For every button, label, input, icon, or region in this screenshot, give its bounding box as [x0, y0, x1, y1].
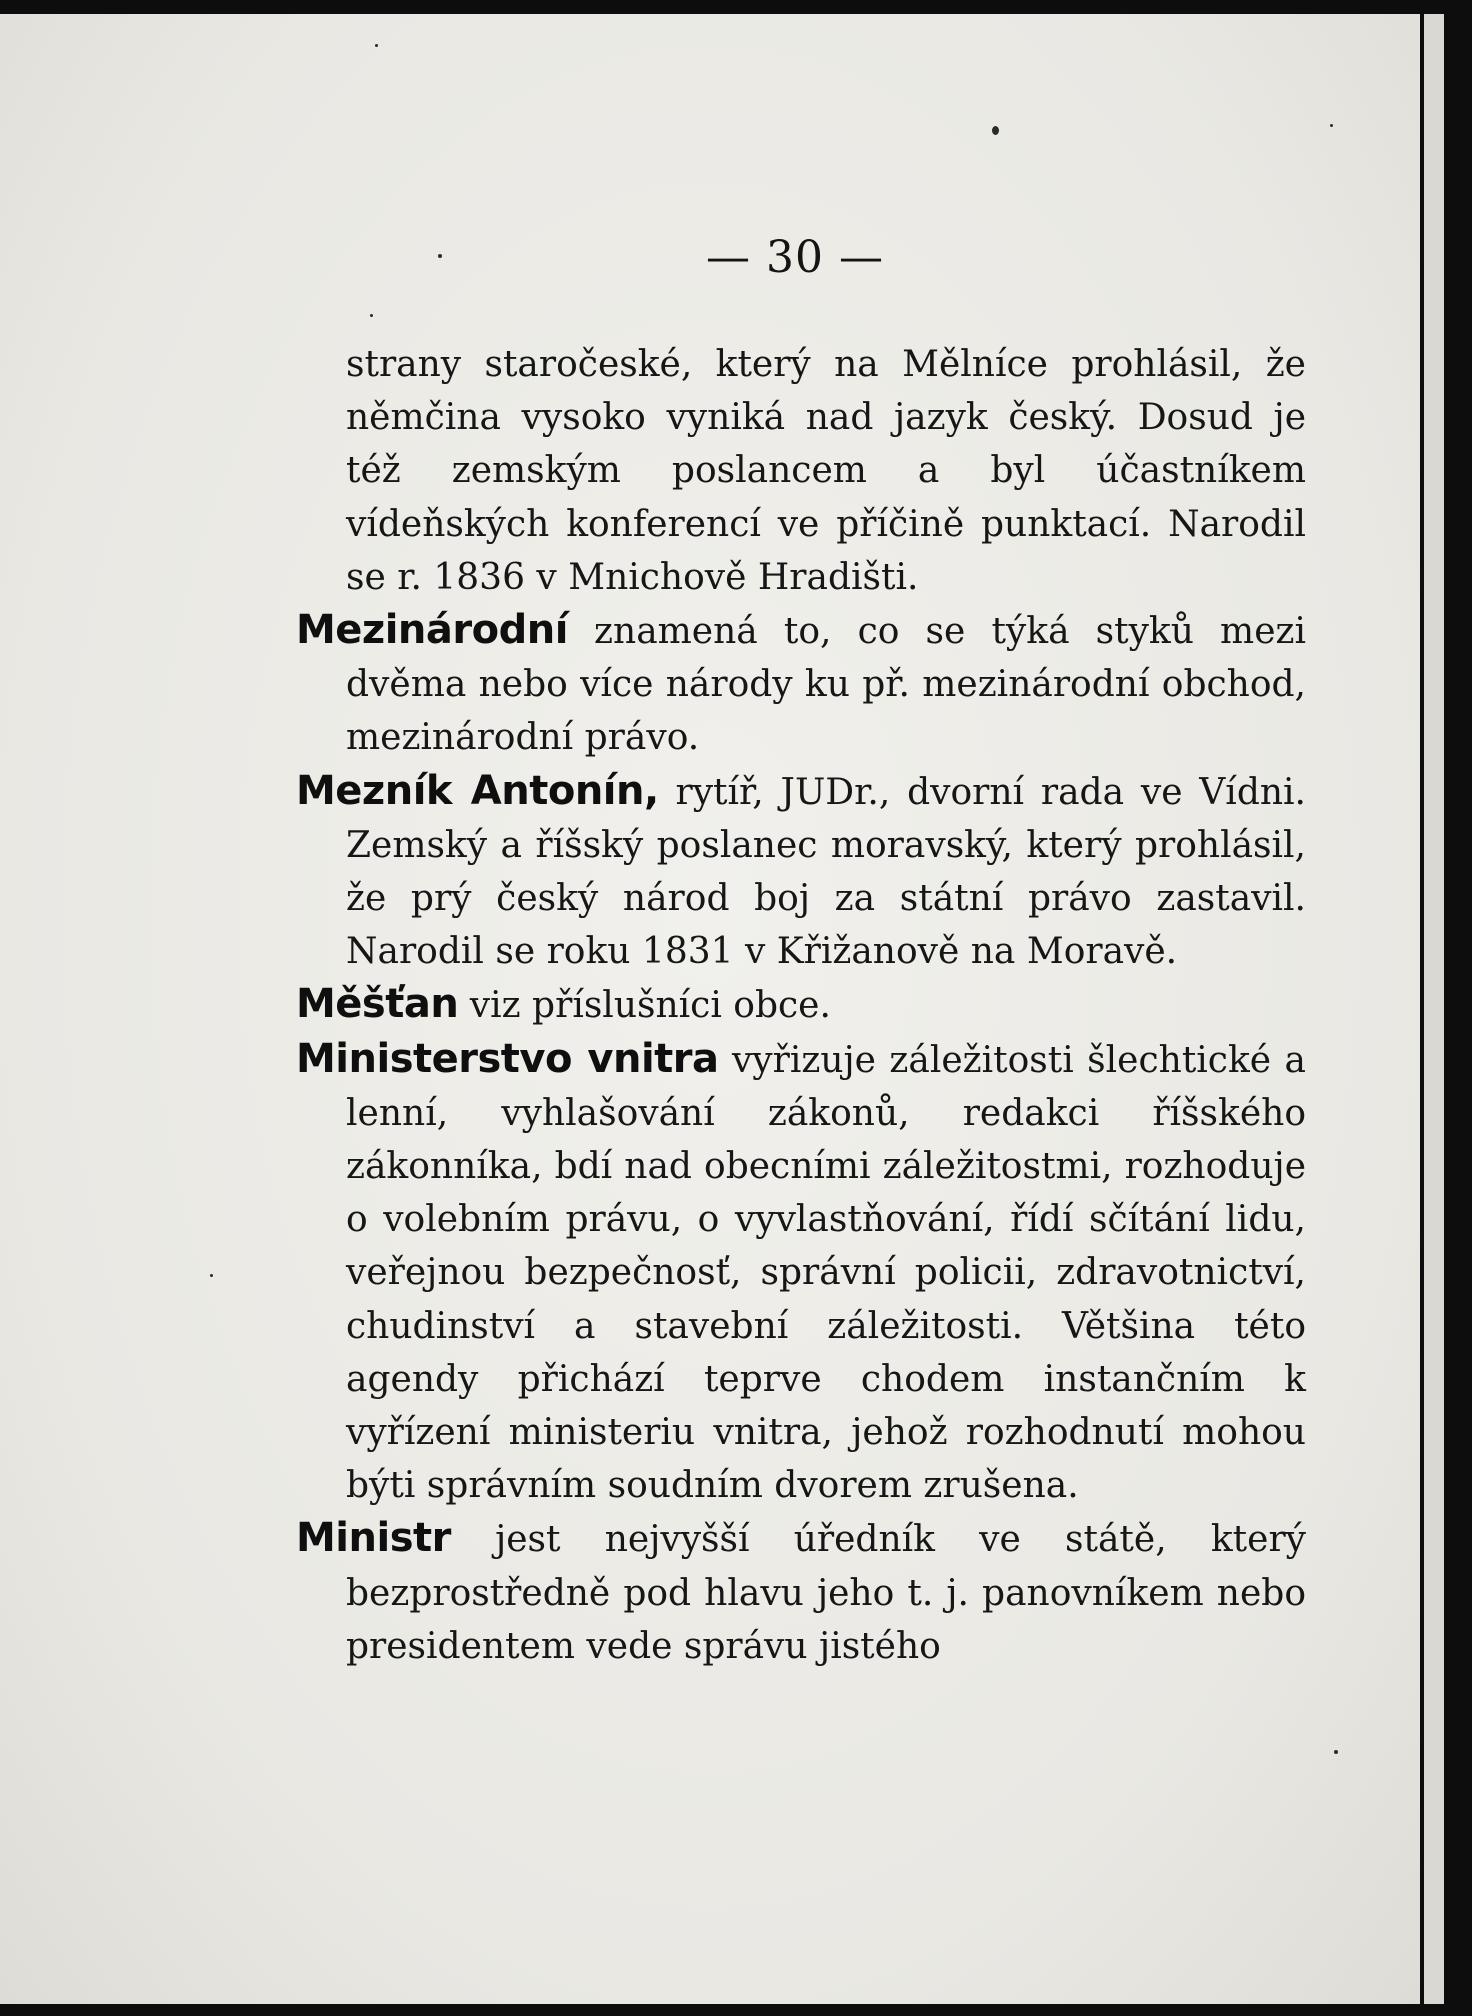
entry-term: Měšťan [296, 981, 459, 1028]
entry-body: vyřizuje záležitosti šlechtické a lenní, vyhlašování zákonů, redakci říšského zákonníka, bdí nad obecními záležitostmi, rozhoduje o volebním právu, o vyvlastňování, řídí sčítání lidu, veřejnou bezpečnosť, správní policii, zdravotnictví, chudinství a stavební záležitosti. Většina této agendy přichází teprve chodem instančním k vyřízení ministeriu vnitra, jehož rozhodnutí mohou býti správním soudním dvorem zrušena. [346, 1039, 1306, 1507]
ink-speck [370, 314, 373, 317]
ink-speck [1334, 1750, 1338, 1754]
page-edge [1424, 14, 1444, 2004]
entry-body: znamená to, co se týká styků mezi dvěma nebo více národy ku př. mezinárodní obchod, mezinárodní právo. [346, 611, 1306, 759]
ink-speck [1330, 124, 1333, 127]
entry-meznik-antonin [296, 765, 1306, 979]
entry-mestan [296, 978, 1306, 1032]
entry-term: Ministerstvo vnitra [296, 1035, 719, 1082]
entry-body: rytíř, JUDr., dvorní rada ve Vídni. Zemský a říšský poslanec moravský, který prohlásil, že prý český národ boj za státní právo zastavil. Narodil se roku 1831 v Křižanově na Moravě. [346, 771, 1306, 973]
page-number: — 30 — [706, 232, 884, 283]
entry-term: Mezinárodní [296, 607, 568, 654]
continued-entry-text: strany staročeské, který na Mělníce prohlásil, že němčina vysoko vyniká nad jazyk český. Dosud je též zemským poslancem a byl účastníkem vídeňských konferencí ve příčině punktací. Narodil se r. 1836 v Mnichově Hradišti. [346, 344, 1306, 598]
ink-speck [438, 254, 442, 258]
entry-mezinarodni [296, 604, 1306, 765]
entry-term: Mezník Antonín, [296, 767, 659, 814]
ink-speck [375, 44, 378, 47]
ink-speck [992, 126, 999, 135]
entry-body: jest nejvyšší úředník ve státě, který bezprostředně pod hlavu jeho t. j. panovníkem nebo presidentem vede správu jistého [346, 1519, 1306, 1667]
entry-ministr [296, 1512, 1306, 1673]
entry-term: Ministr [296, 1515, 451, 1562]
dictionary-text [296, 338, 1306, 1673]
entry-ministerstvo-vnitra [296, 1033, 1306, 1513]
ink-speck [210, 1274, 213, 1277]
entry-body: viz příslušníci obce. [469, 985, 831, 1027]
